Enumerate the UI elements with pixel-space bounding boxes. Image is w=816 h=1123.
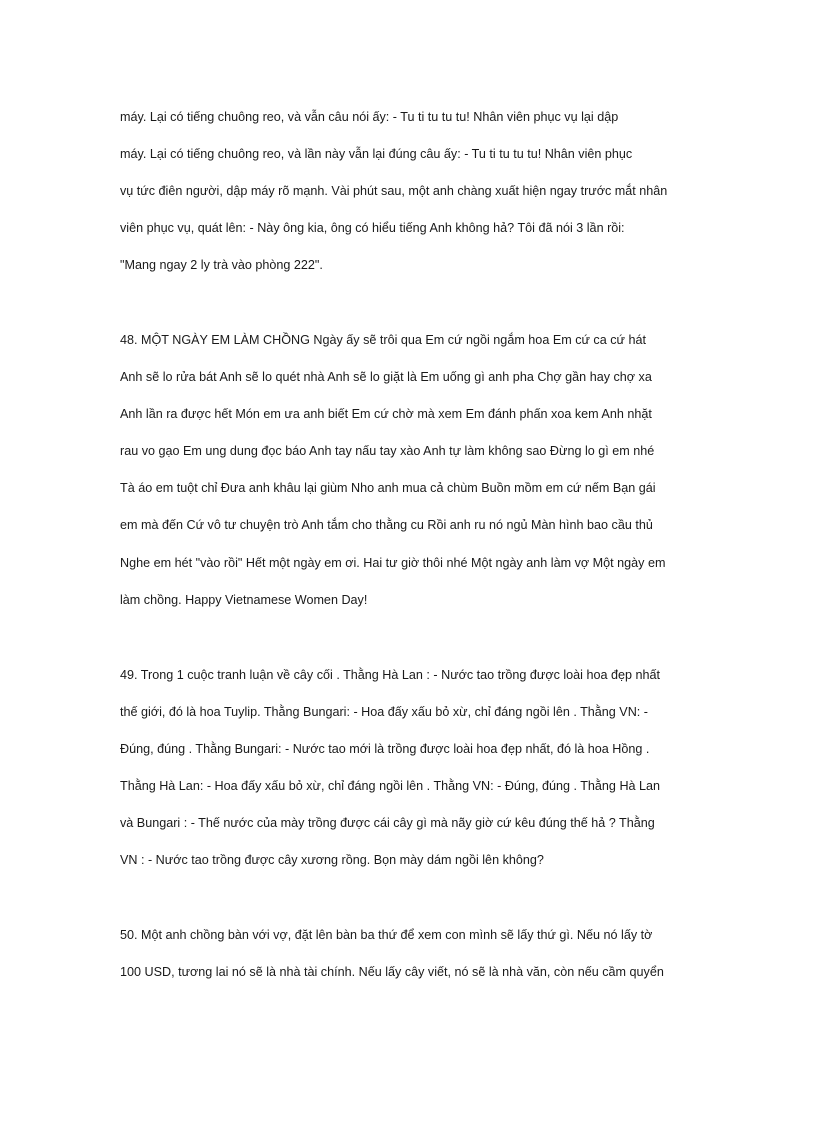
text-line: Anh lần ra được hết Món em ưa anh biết Em cứ chờ mà xem Em đánh phấn xoa kem Anh nhặt	[120, 407, 652, 421]
text-line: 50. Một anh chồng bàn với vợ, đặt lên bàn ba thứ để xem con mình sẽ lấy thứ gì. Nếu nó lấy tờ	[120, 928, 653, 942]
text-line: và Bungari : - Thế nước của mày trồng được cái cây gì mà nãy giờ cứ kêu đúng thế hả ? Thằng	[120, 816, 655, 830]
text-line: 100 USD, tương lai nó sẽ là nhà tài chính. Nếu lấy cây viết, nó sẽ là nhà văn, còn nếu cầm quyển	[120, 965, 664, 979]
text-line: vụ tức điên người, dập máy rõ mạnh. Vài phút sau, một anh chàng xuất hiện ngay trước mắt nhân	[120, 184, 668, 198]
text-line: Đúng, đúng . Thằng Bungari: - Nước tao mới là trồng được loài hoa đẹp nhất, đó là hoa Hồng .	[120, 742, 650, 756]
text-line: "Mang ngay 2 ly trà vào phòng 222".	[120, 258, 323, 272]
text-line: Anh sẽ lo rửa bát Anh sẽ lo quét nhà Anh sẽ lo giặt là Em uống gì anh pha Chợ gần hay chợ xa	[120, 370, 652, 384]
text-line: Tà áo em tuột chỉ Đưa anh khâu lại giùm Nho anh mua cả chùm Buồn mồm em cứ nếm Bạn gái	[120, 481, 656, 495]
text-line: Thằng Hà Lan: - Hoa đấy xấu bỏ xừ, chỉ đáng ngồi lên . Thằng VN: - Đúng, đúng . Thằng Hà Lan	[120, 779, 661, 793]
text-line: em mà đến Cứ vô tư chuyện trò Anh tắm cho thằng cu Rồi anh ru nó ngủ Màn hình bao cầu thủ	[120, 518, 653, 532]
text-line: Nghe em hét "vào rồi" Hết một ngày em ơi. Hai tư giờ thôi nhé Một ngày anh làm vợ Một ngày em	[120, 556, 666, 570]
text-line: 49. Trong 1 cuộc tranh luận về cây cối . Thằng Hà Lan : - Nước tao trồng được loài hoa đẹp nhất	[120, 668, 661, 682]
text-line: viên phục vụ, quát lên: - Này ông kia, ông có hiểu tiếng Anh không hả? Tôi đã nói 3 lần rồi:	[120, 221, 625, 235]
text-line: máy. Lại có tiếng chuông reo, và lần này vẫn lại đúng câu ấy: - Tu ti tu tu tu! Nhân viên phục	[120, 147, 633, 161]
text-line: rau vo gạo Em ung dung đọc báo Anh tay nấu tay xào Anh tự làm không sao Đừng lo gì em nhé	[120, 444, 655, 458]
text-line: thế giới, đó là hoa Tuylip. Thằng Bungari: - Hoa đấy xấu bỏ xừ, chỉ đáng ngồi lên . Thằng VN: -	[120, 705, 648, 719]
text-line: 48. MỘT NGÀY EM LÀM CHỒNG Ngày ấy sẽ trôi qua Em cứ ngồi ngắm hoa Em cứ ca cứ hát	[120, 333, 646, 347]
text-line: máy. Lại có tiếng chuông reo, và vẫn câu nói ấy: - Tu ti tu tu tu! Nhân viên phục vụ lại dập	[120, 110, 619, 124]
text-line: VN : - Nước tao trồng được cây xương rồng. Bọn mày dám ngồi lên không?	[120, 853, 544, 867]
text-line: làm chồng. Happy Vietnamese Women Day!	[120, 593, 368, 607]
